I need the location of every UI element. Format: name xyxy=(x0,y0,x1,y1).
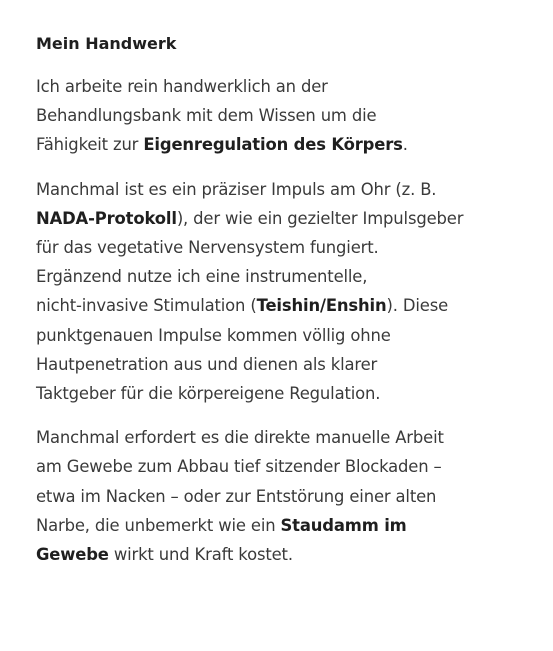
paragraph-line xyxy=(36,233,548,262)
paragraph-line xyxy=(36,482,548,511)
paragraph-line xyxy=(36,423,548,452)
text-run: nicht-invasive Stimulation ( xyxy=(36,296,257,316)
paragraph-line xyxy=(36,540,548,569)
text-run: Hautpenetration aus und dienen als klarer xyxy=(36,354,378,374)
paragraph-line xyxy=(36,379,548,408)
text-run: Narbe, die unbemerkt wie ein xyxy=(36,515,281,535)
paragraph-line xyxy=(36,130,548,159)
text-run: Manchmal ist es ein präziser Impuls am Ohr (z. B. xyxy=(36,179,437,199)
emphasis-nada-protokoll: NADA-Protokoll xyxy=(36,208,177,228)
paragraph-line xyxy=(36,262,548,291)
text-run: Manchmal erfordert es die direkte manuelle Arbeit xyxy=(36,428,444,448)
text-run: Taktgeber für die körpereigene Regulation. xyxy=(36,384,381,404)
paragraph-line xyxy=(36,511,548,540)
paragraph-line xyxy=(36,204,548,233)
paragraph-line xyxy=(36,291,548,320)
text-run: Behandlungsbank mit dem Wissen um die xyxy=(36,106,377,126)
paragraph-intro xyxy=(36,72,548,160)
text-run: Ergänzend nutze ich eine instrumentelle, xyxy=(36,267,368,287)
paragraph-line xyxy=(36,175,548,204)
text-run: am Gewebe zum Abbau tief sitzender Blockaden – xyxy=(36,457,442,477)
paragraph-line xyxy=(36,72,548,101)
emphasis-eigenregulation: Eigenregulation des Körpers xyxy=(143,135,403,155)
paragraph-manual-work xyxy=(36,423,548,569)
paragraph-line xyxy=(36,321,548,350)
emphasis-teishin-enshin: Teishin/Enshin xyxy=(256,296,387,316)
text-run: ). Diese xyxy=(386,296,449,316)
text-run: etwa im Nacken – oder zur Entstörung einer alten xyxy=(36,486,437,506)
text-run: . xyxy=(402,135,408,155)
paragraph-line xyxy=(36,350,548,379)
text-run: für das vegetative Nervensystem fungiert. xyxy=(36,238,379,258)
text-run: Ich arbeite rein handwerklich an der xyxy=(36,77,328,96)
section-heading: Mein Handwerk xyxy=(36,34,177,53)
paragraph-line xyxy=(36,101,548,130)
emphasis-staudamm: Staudamm im xyxy=(280,515,407,535)
article-section xyxy=(36,30,548,584)
text-run: ), der wie ein gezielter Impulsgeber xyxy=(176,208,464,228)
text-run: wirkt und Kraft kostet. xyxy=(108,545,293,565)
text-run: punktgenauen Impulse kommen völlig ohne xyxy=(36,325,391,345)
text-run: Fähigkeit zur xyxy=(36,135,144,155)
paragraph-impulse xyxy=(36,175,548,409)
emphasis-gewebe: Gewebe xyxy=(36,545,109,565)
paragraph-line xyxy=(36,452,548,481)
